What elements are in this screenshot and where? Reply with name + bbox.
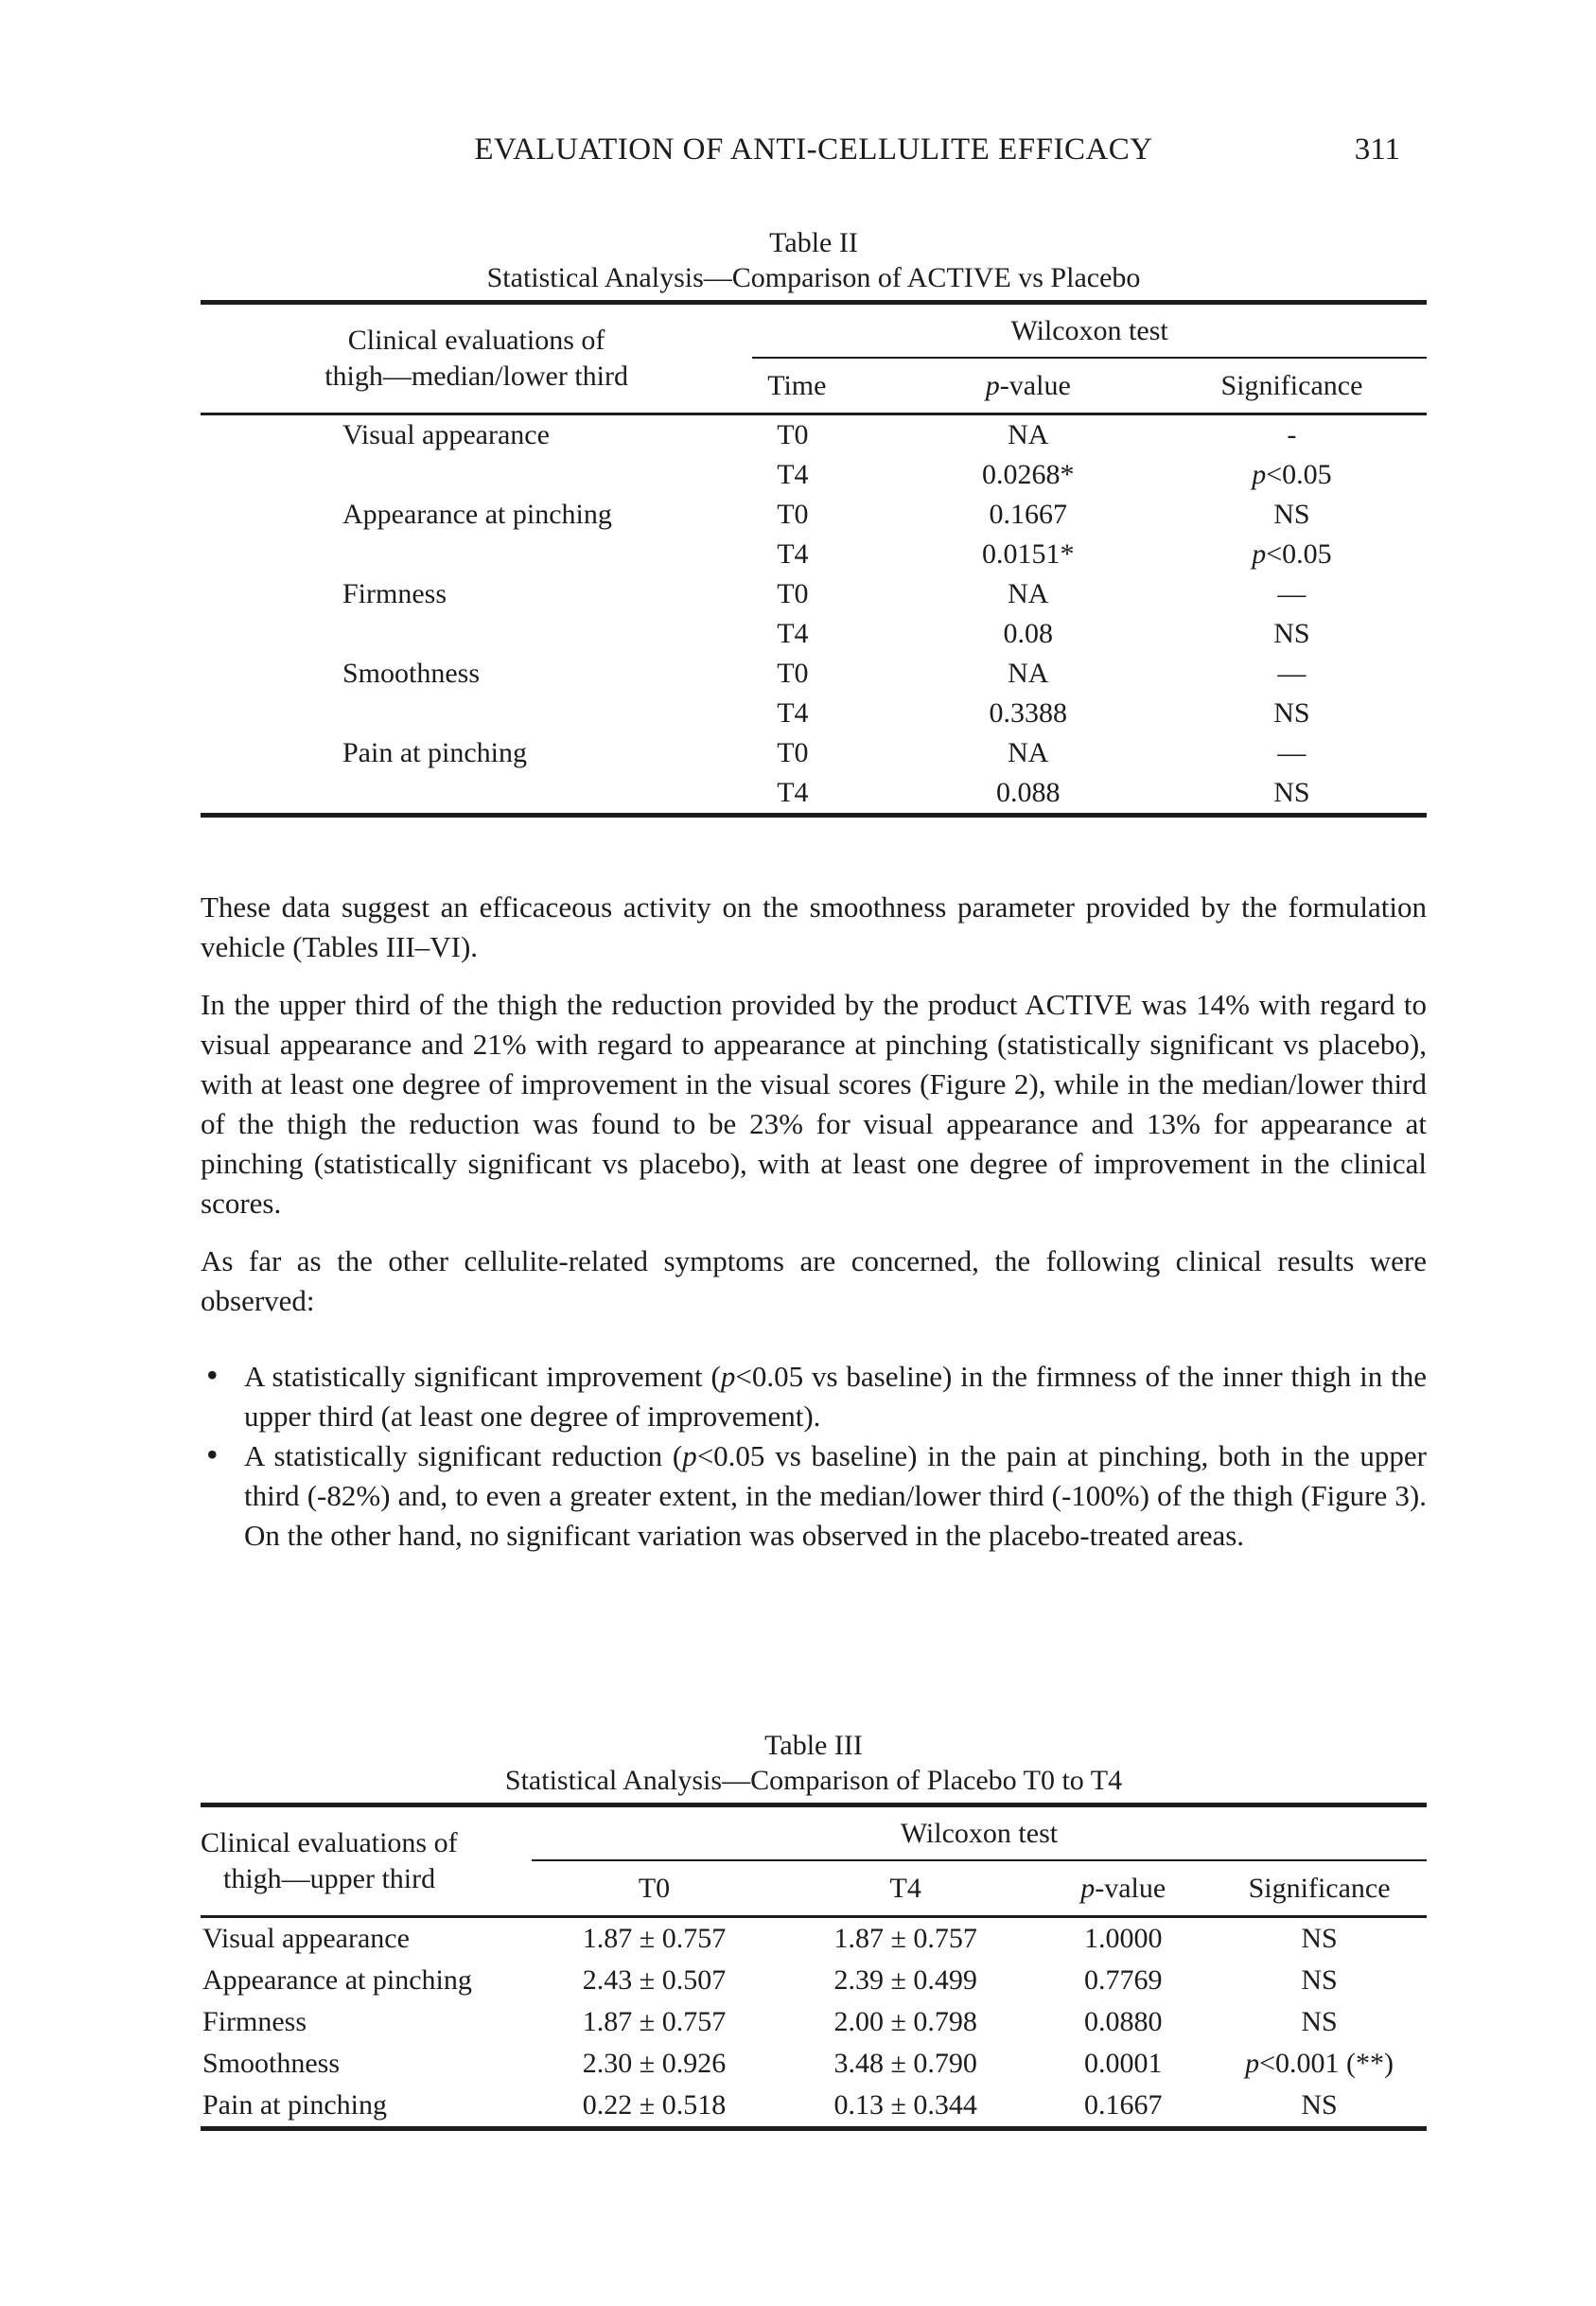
page-number: 311 [1354, 132, 1400, 167]
table-2-group-header: Wilcoxon test [752, 303, 1427, 359]
table-3-col-t0: T0 [638, 1872, 671, 1904]
table-row [201, 773, 1427, 816]
table-cell: T4 [777, 459, 809, 490]
table-cell: NS [1273, 777, 1310, 808]
table-cell: Firmness [342, 578, 447, 609]
table-row [201, 2043, 1427, 2085]
table-cell: 2.43 ± 0.507 [582, 1964, 727, 1996]
table-3-col-pvalue: p-value [1080, 1872, 1166, 1904]
table-cell: NS [1301, 1923, 1338, 1954]
table-row [201, 694, 1427, 733]
table-cell: T0 [777, 578, 809, 609]
table-row [201, 614, 1427, 654]
table-cell: Smoothness [202, 2048, 341, 2079]
table-3 [201, 1803, 1427, 2131]
table-2-col-pvalue: p-value [985, 369, 1071, 401]
table-cell: Firmness [202, 2006, 307, 2037]
running-head-title: EVALUATION OF ANTI-CELLULITE EFFICACY [474, 132, 1153, 167]
table-cell: p<0.05 [1252, 538, 1332, 570]
table-cell: 0.22 ± 0.518 [582, 2089, 727, 2121]
table-cell: 0.0268* [982, 459, 1075, 490]
table-3-block [201, 1728, 1427, 2131]
table-cell: 0.0151* [982, 538, 1075, 570]
table-row [201, 2001, 1427, 2043]
table-2-stub-header [201, 303, 752, 414]
table-cell: 3.48 ± 0.790 [833, 2048, 977, 2079]
table-cell: T4 [777, 618, 809, 649]
table-cell: 1.87 ± 0.757 [582, 2006, 727, 2037]
table-cell: 0.13 ± 0.344 [833, 2089, 977, 2121]
table-cell [201, 773, 752, 816]
table-row [201, 2085, 1427, 2129]
table-3-stub-line1: Clinical evaluations of [201, 1827, 458, 1858]
table-cell: 1.0000 [1083, 1923, 1163, 1954]
table-cell [201, 455, 752, 495]
body-paragraphs [201, 888, 1427, 1321]
table-cell: p<0.05 [1252, 459, 1332, 490]
table-cell: Smoothness [342, 658, 481, 689]
bullet-list [201, 1357, 1427, 1556]
table-cell: 2.00 ± 0.798 [833, 2006, 977, 2037]
table-cell: — [1277, 578, 1307, 609]
table-cell: 2.30 ± 0.926 [582, 2048, 727, 2079]
table-cell: NA [1008, 419, 1049, 450]
table-cell: NS [1301, 2006, 1338, 2037]
table-3-group-header: Wilcoxon test [532, 1805, 1427, 1861]
table-cell: 1.87 ± 0.757 [582, 1923, 727, 1954]
table-2-stub-line2: thigh—median/lower third [324, 361, 628, 392]
table-2-subtitle: Statistical Analysis—Comparison of ACTIVE vs Placebo [486, 262, 1141, 293]
table-2-col-time: Time [767, 369, 827, 401]
table-cell: Pain at pinching [342, 737, 527, 768]
table-row [201, 733, 1427, 773]
table-2-col-significance: Significance [1220, 369, 1363, 401]
table-cell [201, 614, 752, 654]
table-cell [201, 694, 752, 733]
table-cell: 0.1667 [989, 499, 1068, 530]
table-cell: T4 [777, 697, 809, 729]
table-row [201, 1960, 1427, 2001]
table-3-stub-header [201, 1805, 532, 1917]
table-2-group-row [201, 303, 1427, 359]
table-cell: 0.088 [996, 777, 1061, 808]
table-row [201, 1917, 1427, 1961]
table-cell: T0 [777, 499, 809, 530]
table-cell: Visual appearance [202, 1923, 410, 1954]
table-cell: T0 [777, 419, 809, 450]
table-row [201, 414, 1427, 456]
table-3-subtitle: Statistical Analysis—Comparison of Placebo T0 to T4 [504, 1765, 1123, 1796]
table-cell: 2.39 ± 0.499 [833, 1964, 977, 1996]
table-cell: Visual appearance [342, 419, 550, 450]
table-3-col-significance: Significance [1248, 1872, 1391, 1904]
table-cell: 0.0001 [1083, 2048, 1163, 2079]
table-row [201, 495, 1427, 535]
paragraph: These data suggest an efficaceous activity on the smoothness parameter provided by the formulation vehicle (Tables III–VI). [201, 890, 1427, 963]
paragraph: As far as the other cellulite-related symptoms are concerned, the following clinical results were observed: [201, 1244, 1427, 1317]
table-cell: NS [1301, 2089, 1338, 2121]
table-cell: NA [1008, 737, 1049, 768]
table-cell [201, 535, 752, 574]
table-cell: — [1277, 658, 1307, 689]
table-cell: NA [1008, 658, 1049, 689]
table-cell: 1.87 ± 0.757 [833, 1923, 977, 1954]
table-row [201, 654, 1427, 694]
table-cell: T4 [777, 777, 809, 808]
table-cell: NS [1273, 499, 1310, 530]
table-3-col-t4: T4 [889, 1872, 921, 1904]
list-item: • A statistically significant improvement (p<0.05 vs baseline) in the firmness of the inner thigh in the upper third (at least one degree of improvement). [201, 1357, 1427, 1436]
table-row [201, 455, 1427, 495]
table-cell: 0.3388 [989, 697, 1068, 729]
table-cell: NS [1273, 697, 1310, 729]
table-cell: NS [1273, 618, 1310, 649]
table-cell: T4 [777, 538, 809, 570]
table-cell: NS [1301, 1964, 1338, 1996]
table-2-title: Table II [769, 227, 858, 258]
table-row [201, 535, 1427, 574]
table-cell: T0 [777, 658, 809, 689]
table-3-stub-line2: thigh—upper third [223, 1863, 436, 1894]
table-cell: T0 [777, 737, 809, 768]
paragraph: In the upper third of the thigh the reduction provided by the product ACTIVE was 14% with regard to visual appearance and 21% with regard to appearance at pinching (statistically significant vs placebo), with at least one degree of improvement in the visual scores (Figure 2), while in the median/lower third of the thigh the reduction was found to be 23% for visual appearance and 13% for appearance at pinching (statistically significant vs placebo), with at least one degree of improvement in the clinical scores. [201, 988, 1427, 1220]
table-cell: 0.1667 [1083, 2089, 1163, 2121]
table-cell: - [1287, 419, 1297, 450]
running-head [201, 131, 1427, 168]
table-cell: 0.7769 [1083, 1964, 1163, 1996]
table-row [201, 574, 1427, 614]
table-2-stub-line1: Clinical evaluations of [347, 325, 605, 356]
table-cell: p<0.001 (**) [1245, 2048, 1394, 2079]
table-3-title: Table III [764, 1730, 863, 1761]
table-3-group-row [201, 1805, 1427, 1861]
table-cell: NA [1008, 578, 1049, 609]
table-2-block [201, 225, 1427, 818]
table-cell: — [1277, 737, 1307, 768]
list-item: • A statistically significant reduction (p<0.05 vs baseline) in the pain at pinching, both in the upper third (-82%) and, to even a greater extent, in the median/lower third (-100%) of the thigh (Figure 3). On the other hand, no significant variation was observed in the placebo-treated areas. [201, 1436, 1427, 1556]
table-cell: 0.08 [1003, 618, 1054, 649]
table-cell: Appearance at pinching [342, 499, 612, 530]
table-2 [201, 300, 1427, 818]
table-cell: Appearance at pinching [202, 1964, 472, 1996]
table-cell: Pain at pinching [202, 2089, 387, 2121]
table-cell: 0.0880 [1083, 2006, 1163, 2037]
